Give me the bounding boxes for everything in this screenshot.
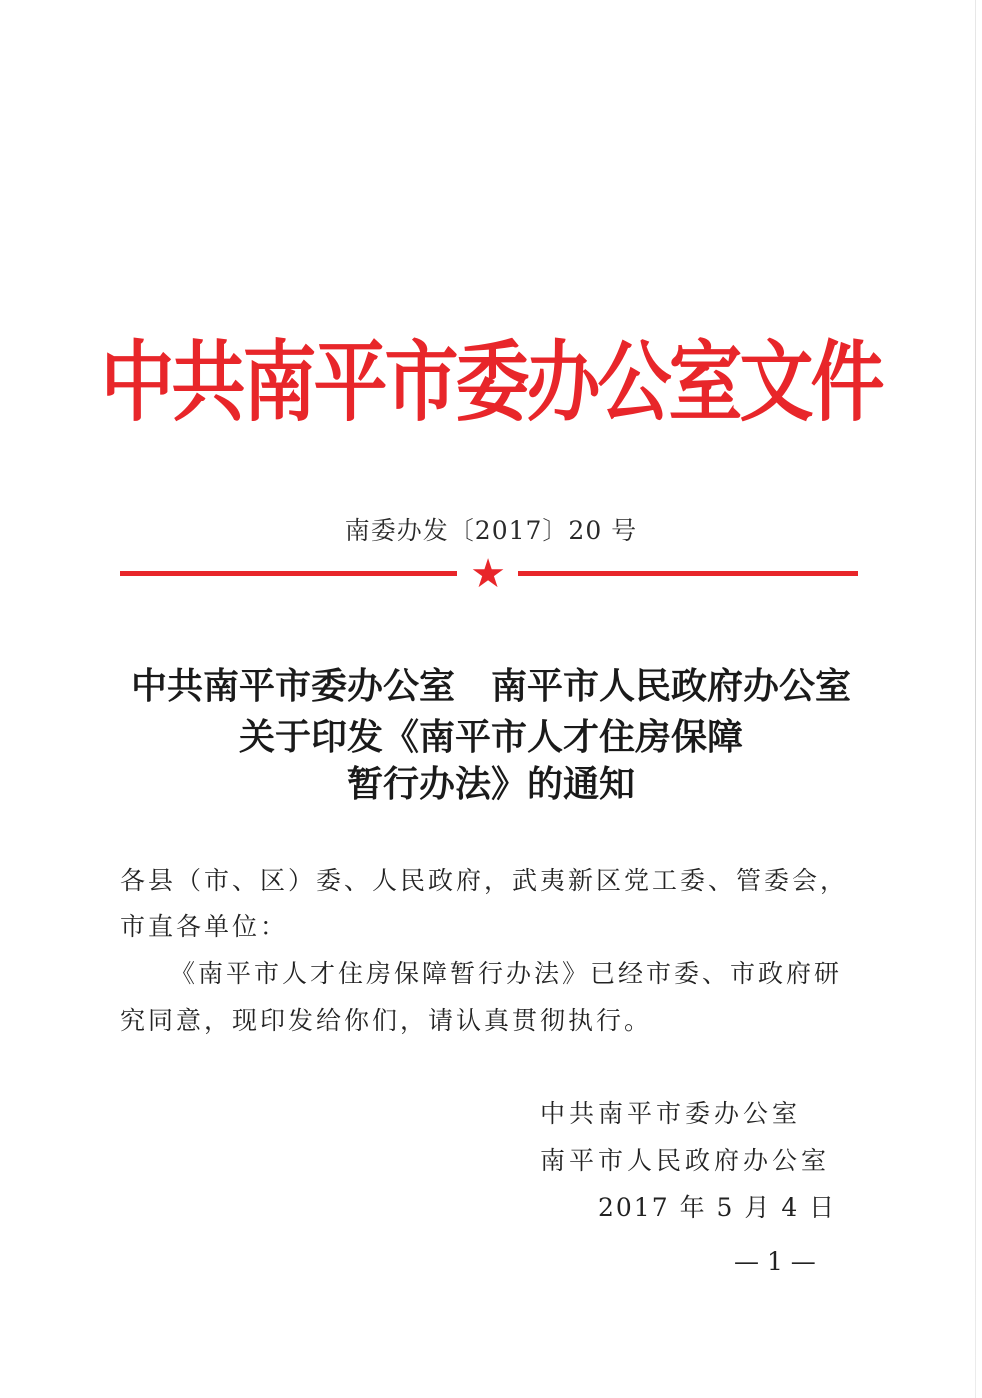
document-number: 南委办发〔2017〕20 号 (344, 516, 638, 545)
document-masthead: 中共南平市委办公室文件 (100, 332, 882, 434)
divider-line-left (120, 571, 457, 576)
addressee-line-2: 市直各单位： (120, 912, 289, 941)
title-issuer-2: 南平市人民政府办公室 (491, 665, 852, 707)
star-icon: ★ (470, 551, 506, 597)
signature-issuer-2: 南平市人民政府办公室 (540, 1146, 831, 1175)
red-divider (120, 551, 858, 597)
addressee-line-1: 各县（市、区）委、人民政府，武夷新区党工委、管委会， (120, 866, 849, 895)
title-issuer-1: 中共南平市委办公室 (130, 665, 455, 707)
title-line-1 (0, 660, 982, 712)
body-paragraph-line-2: 究同意，现印发给你们，请认真贯彻执行。 (120, 1006, 653, 1035)
title-line-3: 暂行办法》的通知 (346, 763, 635, 805)
title-line-2: 关于印发《南平市人才住房保障 (238, 716, 743, 758)
page-number: — 1 — (734, 1247, 816, 1276)
signature-issuer-1: 中共南平市委办公室 (540, 1099, 802, 1128)
signature-date: 2017 年 5 月 4 日 (598, 1193, 837, 1222)
body-paragraph-line-1: 《南平市人才住房保障暂行办法》已经市委、市政府研 (170, 959, 843, 988)
divider-line-right (518, 571, 858, 576)
